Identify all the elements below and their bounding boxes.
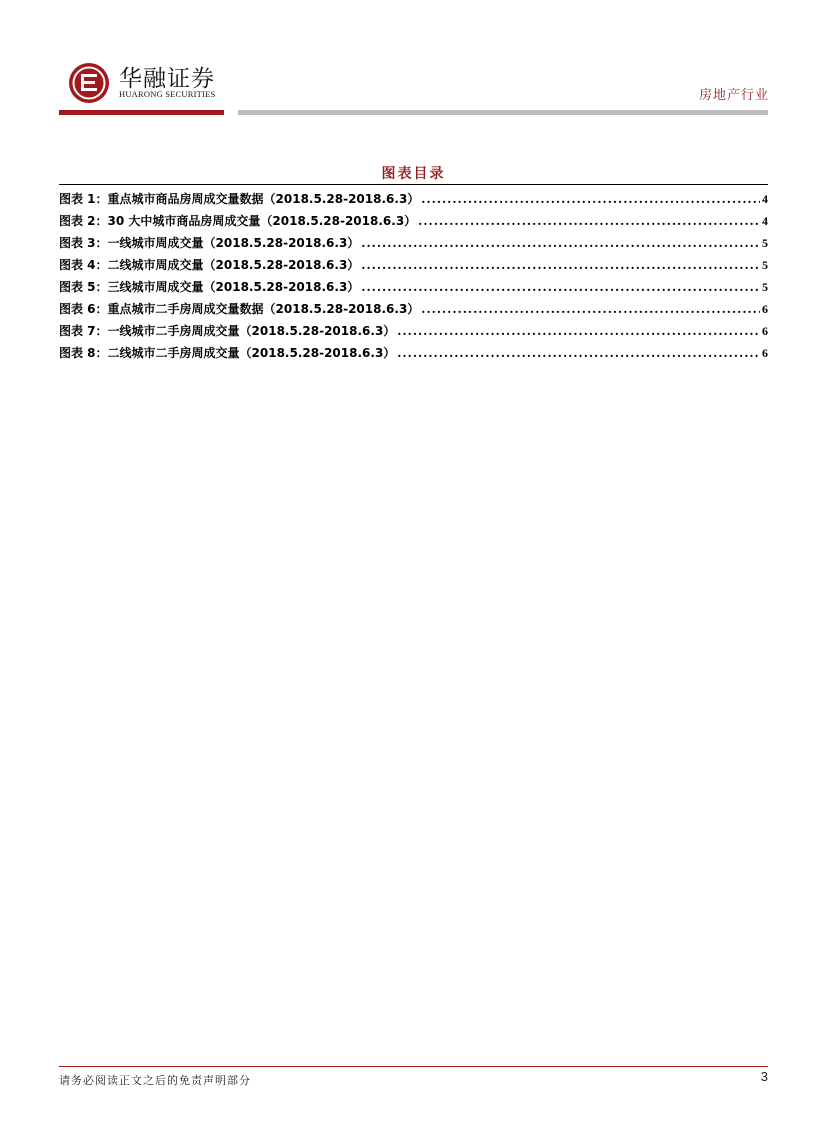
toc-item-page: 6 xyxy=(762,324,768,338)
page-number: 3 xyxy=(760,1069,768,1084)
toc-title-rule xyxy=(59,184,768,185)
toc-leader-dots xyxy=(361,236,760,250)
toc-item-label: 图表 8：二线城市二手房周成交量（2018.5.28-2018.6.3） xyxy=(59,346,396,360)
toc-item-label: 图表 1：重点城市商品房周成交量数据（2018.5.28-2018.6.3） xyxy=(59,192,420,206)
toc-item-page: 5 xyxy=(762,258,768,272)
toc-leader-dots xyxy=(421,302,760,316)
toc-item[interactable] xyxy=(59,278,768,300)
header-divider-bar xyxy=(238,110,768,115)
toc-item-page: 5 xyxy=(762,236,768,250)
toc-item-label: 图表 5：三线城市周成交量（2018.5.28-2018.6.3） xyxy=(59,280,360,294)
toc-item[interactable] xyxy=(59,256,768,278)
toc-title: 图表目录 xyxy=(381,166,446,182)
toc-item-label: 图表 3：一线城市周成交量（2018.5.28-2018.6.3） xyxy=(59,236,360,250)
toc-item-page: 6 xyxy=(762,302,768,316)
toc-list xyxy=(59,190,768,366)
toc-leader-dots xyxy=(361,258,760,272)
toc-item[interactable] xyxy=(59,344,768,366)
footer-disclaimer: 请务必阅读正文之后的免责声明部分 xyxy=(59,1074,251,1087)
toc-item-page: 4 xyxy=(762,192,768,206)
toc-item-label: 图表 4：二线城市周成交量（2018.5.28-2018.6.3） xyxy=(59,258,360,272)
toc-leader-dots xyxy=(397,346,760,360)
toc-item-page: 5 xyxy=(762,280,768,294)
toc-item-page: 4 xyxy=(762,214,768,228)
toc-leader-dots xyxy=(421,192,760,206)
toc-item-label: 图表 6：重点城市二手房周成交量数据（2018.5.28-2018.6.3） xyxy=(59,302,420,316)
toc-item[interactable] xyxy=(59,212,768,234)
toc-leader-dots xyxy=(397,324,760,338)
toc-item-page: 6 xyxy=(762,346,768,360)
industry-label: 房地产行业 xyxy=(698,88,769,103)
page-header xyxy=(0,0,827,120)
header-accent-bar xyxy=(59,110,224,115)
toc-item[interactable] xyxy=(59,300,768,322)
toc-item[interactable] xyxy=(59,234,768,256)
toc-item-label: 图表 2：30 大中城市商品房周成交量（2018.5.28-2018.6.3） xyxy=(59,214,417,228)
logo-english-name: HUARONG SECURITIES xyxy=(119,89,216,99)
toc-item[interactable] xyxy=(59,190,768,212)
footer-rule xyxy=(59,1066,768,1067)
huarong-logo-icon xyxy=(68,62,110,104)
toc-leader-dots xyxy=(361,280,760,294)
toc-item[interactable] xyxy=(59,322,768,344)
toc-item-label: 图表 7：一线城市二手房周成交量（2018.5.28-2018.6.3） xyxy=(59,324,396,338)
logo-chinese-name: 华融证券 xyxy=(119,66,215,92)
toc-leader-dots xyxy=(418,214,760,228)
